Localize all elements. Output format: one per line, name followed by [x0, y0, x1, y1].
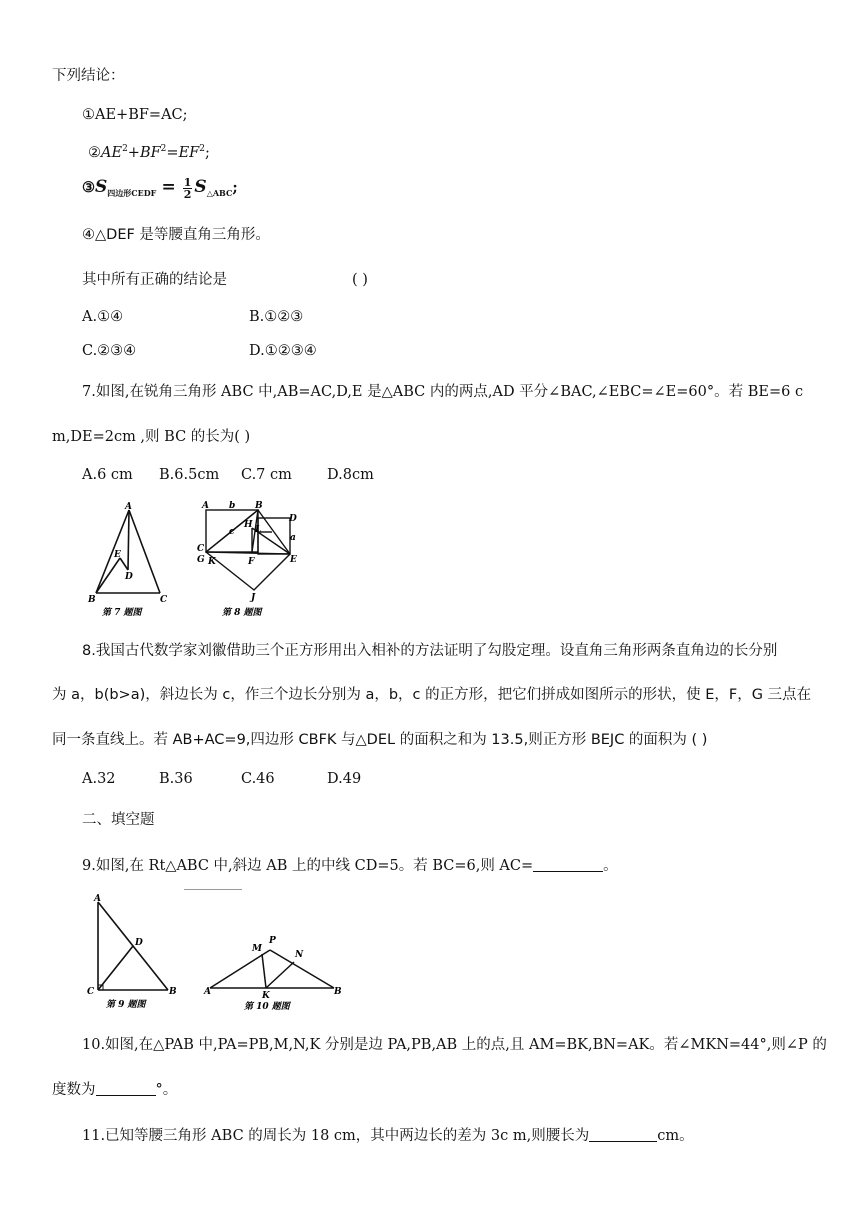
q7-option-b: B.6.5cm: [159, 467, 220, 483]
fig8-label-h: H: [244, 520, 253, 530]
fig9-label-b: B: [169, 987, 177, 997]
figure-10: [200, 930, 350, 1016]
q8-stem-line3: 同一条直线上。若 AB+AC=9,四边形 CBFK 与△DEL 的面积之和为 13.5,则正方形 BEJC 的面积为 ( ): [52, 732, 708, 748]
figure-7: [84, 498, 184, 622]
fig8-label-k: K: [208, 557, 216, 567]
q9-answer-blank: [533, 857, 603, 872]
fig8-label-c: C: [197, 544, 205, 554]
q8-option-c: C.46: [241, 771, 275, 787]
fig7-label-c: C: [160, 595, 168, 605]
figure-8: [192, 498, 310, 622]
q6-option-d: D.①②③④: [249, 343, 317, 359]
fig7-label-d: D: [125, 572, 133, 582]
fig8-label-a-small: a: [290, 533, 296, 543]
fig7-label-e: E: [114, 550, 121, 560]
fig9-label-a: A: [94, 894, 101, 904]
q11-stem: 11.已知等腰三角形 ABC 的周长为 18 cm，其中两边长的差为 3c m,则腰长为 cm。: [82, 1128, 694, 1144]
stray-rule: [184, 889, 242, 890]
fig10-label-k: K: [262, 991, 270, 1001]
q7-option-c: C.7 cm: [241, 467, 292, 483]
fig8-label-e: E: [290, 555, 297, 565]
fig8-caption: 第 8 题图: [222, 608, 262, 618]
q6-option-a: A.①④: [82, 309, 124, 325]
q6-option-c: C.②③④: [82, 343, 137, 359]
section-title-fill-in: 二、填空题: [82, 812, 155, 828]
q6-answer-paren: ( ): [352, 272, 368, 288]
fig8-label-g: G: [197, 555, 205, 565]
fig7-label-b: B: [88, 595, 96, 605]
q8-option-a: A.32: [82, 771, 116, 787]
fig10-label-p: P: [269, 936, 276, 946]
fig8-label-b: B: [255, 501, 263, 511]
q7-stem-line1: 7.如图,在锐角三角形 ABC 中,AB=AC,D,E 是△ABC 内的两点,AD 平分∠BAC,∠EBC=∠E=60°。若 BE=6 c: [82, 384, 804, 400]
q6-option-b: B.①②③: [249, 309, 304, 325]
q6-conclusion-2: $②AE^2+BF^2=EF^2$;: [88, 144, 210, 161]
fig9-label-c: C: [87, 987, 95, 997]
q8-option-b: B.36: [159, 771, 193, 787]
q6-conclusion-3: $③S_{四边形CEDF}$ = $\frac{1}{2}$ $S_{\triangle ABC}$;: [82, 175, 238, 201]
q10-answer-blank: [96, 1081, 156, 1096]
fig10-label-m: M: [252, 944, 262, 954]
q6-intro: 下列结论：: [52, 68, 125, 84]
fig9-caption: 第 9 题图: [106, 1000, 146, 1010]
q6-conclusion-1: ①AE+BF=AC;: [82, 107, 188, 123]
q10-stem-line2: 度数为 °。: [52, 1082, 178, 1098]
fig10-label-n: N: [295, 950, 304, 960]
q6-stem: 其中所有正确的结论是: [82, 272, 227, 288]
fig7-label-a: A: [125, 502, 132, 512]
fraction-one-half: $\frac{1}{2}$: [183, 175, 192, 201]
fig9-label-d: D: [135, 938, 143, 948]
figure-9: [84, 890, 184, 1014]
q9-stem: 9.如图,在 Rt△ABC 中,斜边 AB 上的中线 CD=5。若 BC=6,则 AC= 。: [82, 858, 618, 874]
q10-stem-line1: 10.如图,在△PAB 中,PA=PB,M,N,K 分别是边 PA,PB,AB 上的点,且 AM=BK,BN=AK。若∠MKN=44°,则∠P 的: [82, 1037, 827, 1053]
q8-stem-line2: 为 a，b(b>a)，斜边长为 c，作三个边长分别为 a，b，c 的正方形，把它们拼成如图所示的形状，使 E，F，G 三点在: [52, 687, 812, 703]
fig8-label-d: D: [289, 514, 297, 524]
fig8-label-b-small: b: [229, 501, 236, 511]
q7-option-d: D.8cm: [327, 467, 374, 483]
q8-option-d: D.49: [327, 771, 362, 787]
fig10-label-a: A: [204, 987, 211, 997]
q8-stem-line1: 8.我国古代数学家刘徽借助三个正方形用出入相补的方法证明了勾股定理。设直角三角形两条直角边的长分别: [82, 643, 778, 659]
q6-conclusion-4: ④△DEF 是等腰直角三角形。: [82, 227, 270, 243]
fig8-label-f: F: [248, 557, 255, 567]
q7-option-a: A.6 cm: [82, 467, 133, 483]
q7-stem-line2: m,DE=2cm ,则 BC 的长为( ): [52, 429, 251, 445]
q11-answer-blank: [589, 1127, 657, 1142]
fig10-label-b: B: [334, 987, 342, 997]
fig10-caption: 第 10 题图: [244, 1002, 290, 1012]
fig8-label-j: J: [251, 593, 256, 603]
fig8-label-c-small: c: [229, 527, 235, 537]
fig8-label-a: A: [202, 501, 209, 511]
fig8-label-l: L: [255, 525, 262, 535]
fig7-caption: 第 7 题图: [102, 608, 142, 618]
